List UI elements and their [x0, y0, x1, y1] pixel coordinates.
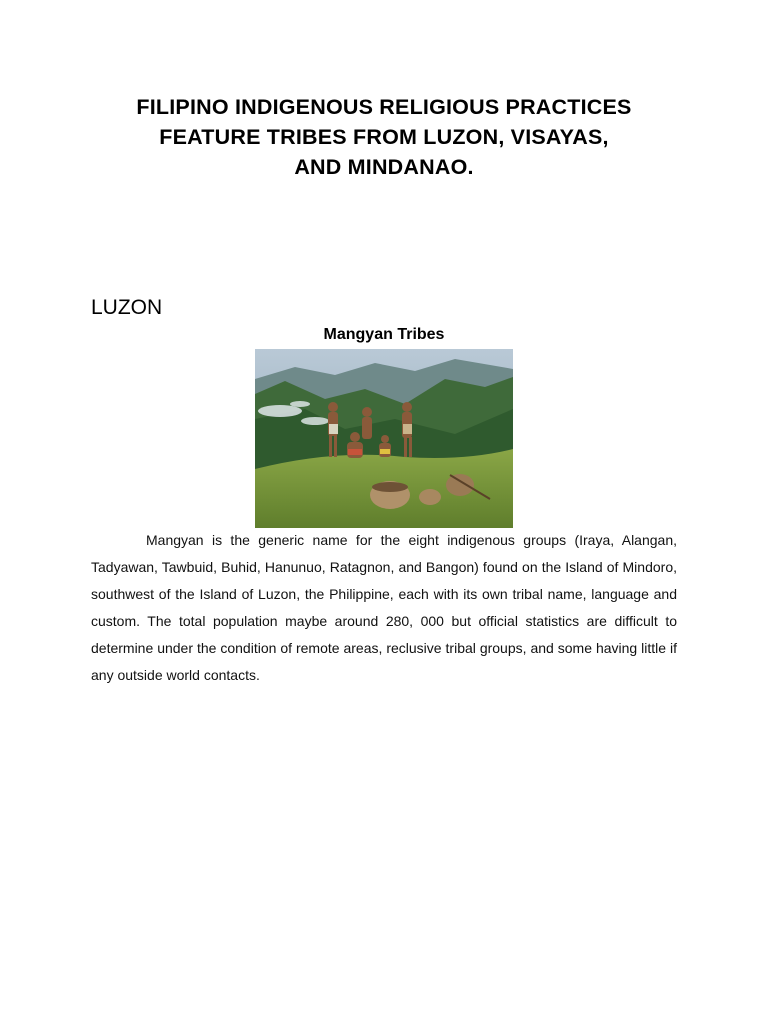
figure-caption: Mangyan Tribes: [323, 326, 445, 343]
title-line-1: FILIPINO INDIGENOUS RELIGIOUS PRACTICES: [136, 95, 632, 119]
title-line-2: FEATURE TRIBES FROM LUZON, VISAYAS,: [159, 125, 609, 149]
section-paragraph: Mangyan is the generic name for the eight indigenous groups (Iraya, Alangan, Tadyawan, Tawbuid, Buhid, Hanunuo, Ratagnon, and Bangon) found on the Island of Mindoro, southwest of the Island of Luzon, the Philippine, each with its own tribal name, language and custom. The total population maybe around 280, 000 but official statistics are difficult to determine under the condition of remote areas, reclusive tribal groups, and some having little if any outside world contacts.: [91, 532, 677, 683]
document-title: [60, 92, 708, 182]
mangyan-tribes-photo: [255, 349, 513, 528]
title-line-3: AND MINDANAO.: [294, 155, 474, 179]
section-heading-luzon: LUZON: [91, 296, 163, 319]
